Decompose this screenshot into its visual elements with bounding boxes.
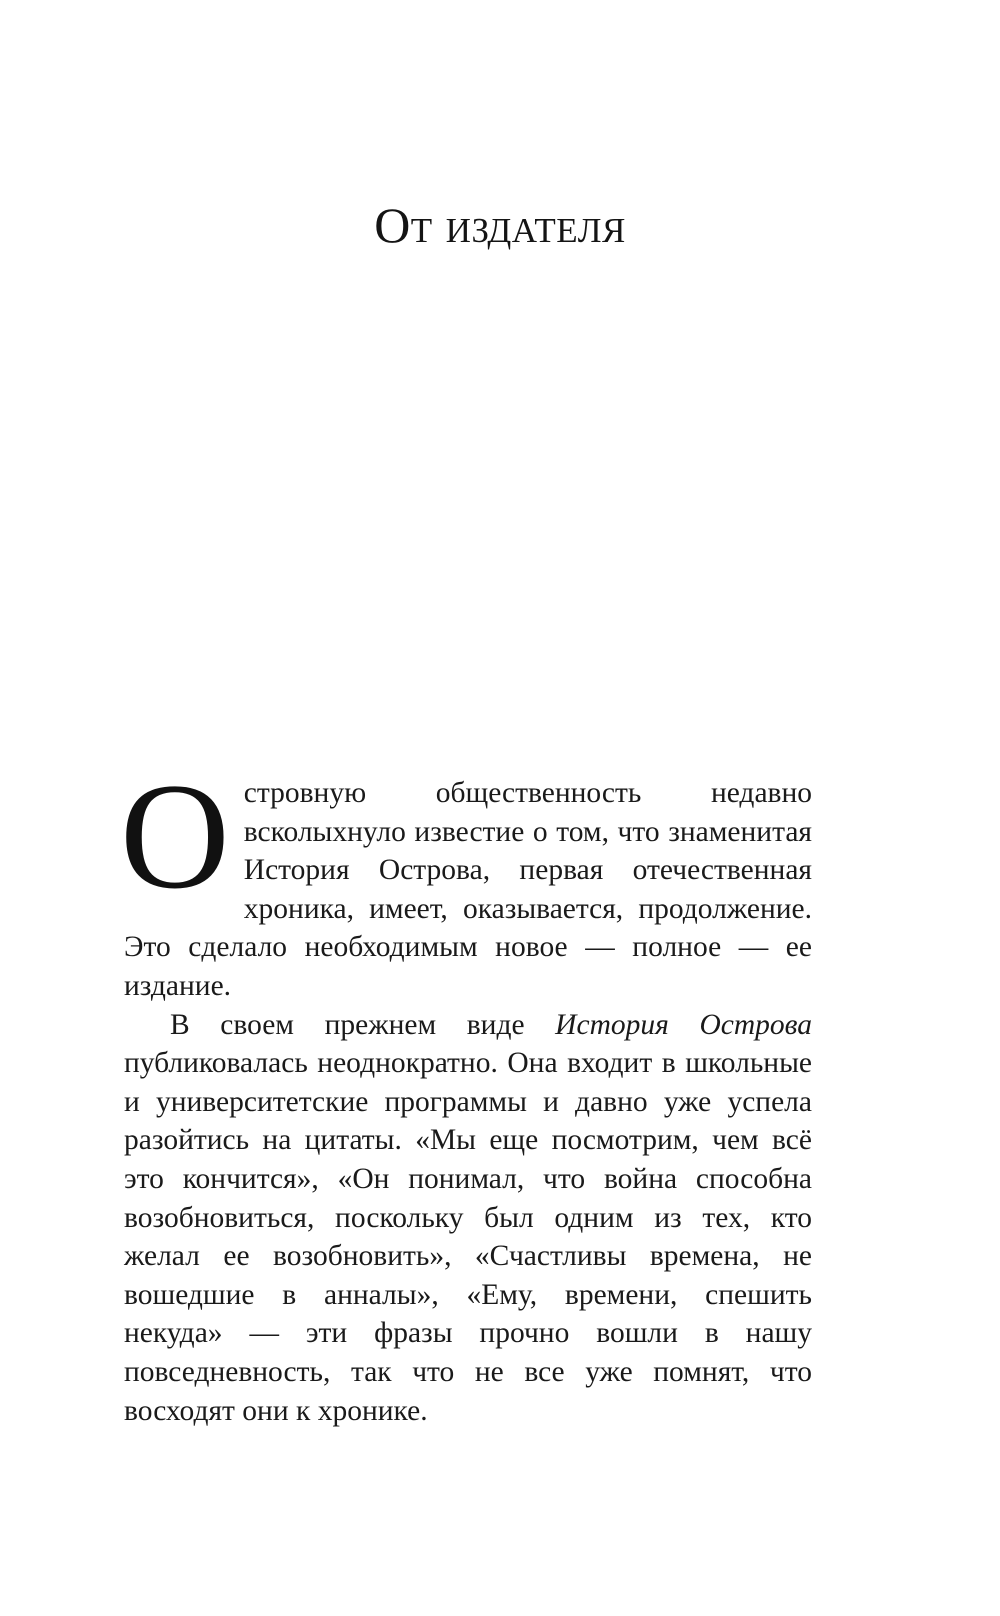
body-text (120, 752, 812, 1430)
chapter-title: От издателя (374, 197, 626, 253)
paragraph-2-text: публиковалась неоднократно. Она входит в школьные и университетские программы и давно уже успела разойтись на цитаты. «Мы еще посмотрим, чем всё это кончится», «Он понимал, что война способна возобновиться, поскольку был одним из тех, кто желал ее возобновить», «Счастливы времена, не вошедшие в анналы», «Ему, времени, спешить некуда» — эти фразы прочно вошли в нашу повседневность, так что не все уже помнят, что восходят они к хронике. (124, 1047, 812, 1427)
paragraph-2-start: В своем прежнем виде (170, 1008, 556, 1041)
book-title-italic: История Острова (555, 1008, 812, 1041)
paragraph-1 (120, 752, 812, 1006)
drop-cap: О (120, 752, 230, 920)
paragraph-2 (124, 1006, 812, 1431)
paragraph-1-text: стровную общественность недавно всколыхнуло известие о том, что знаменитая История Острова, первая отечественная хроника, имеет, оказывается, продолжение. Это сделало необходимым новое — полное — ее издание. (124, 777, 812, 1002)
